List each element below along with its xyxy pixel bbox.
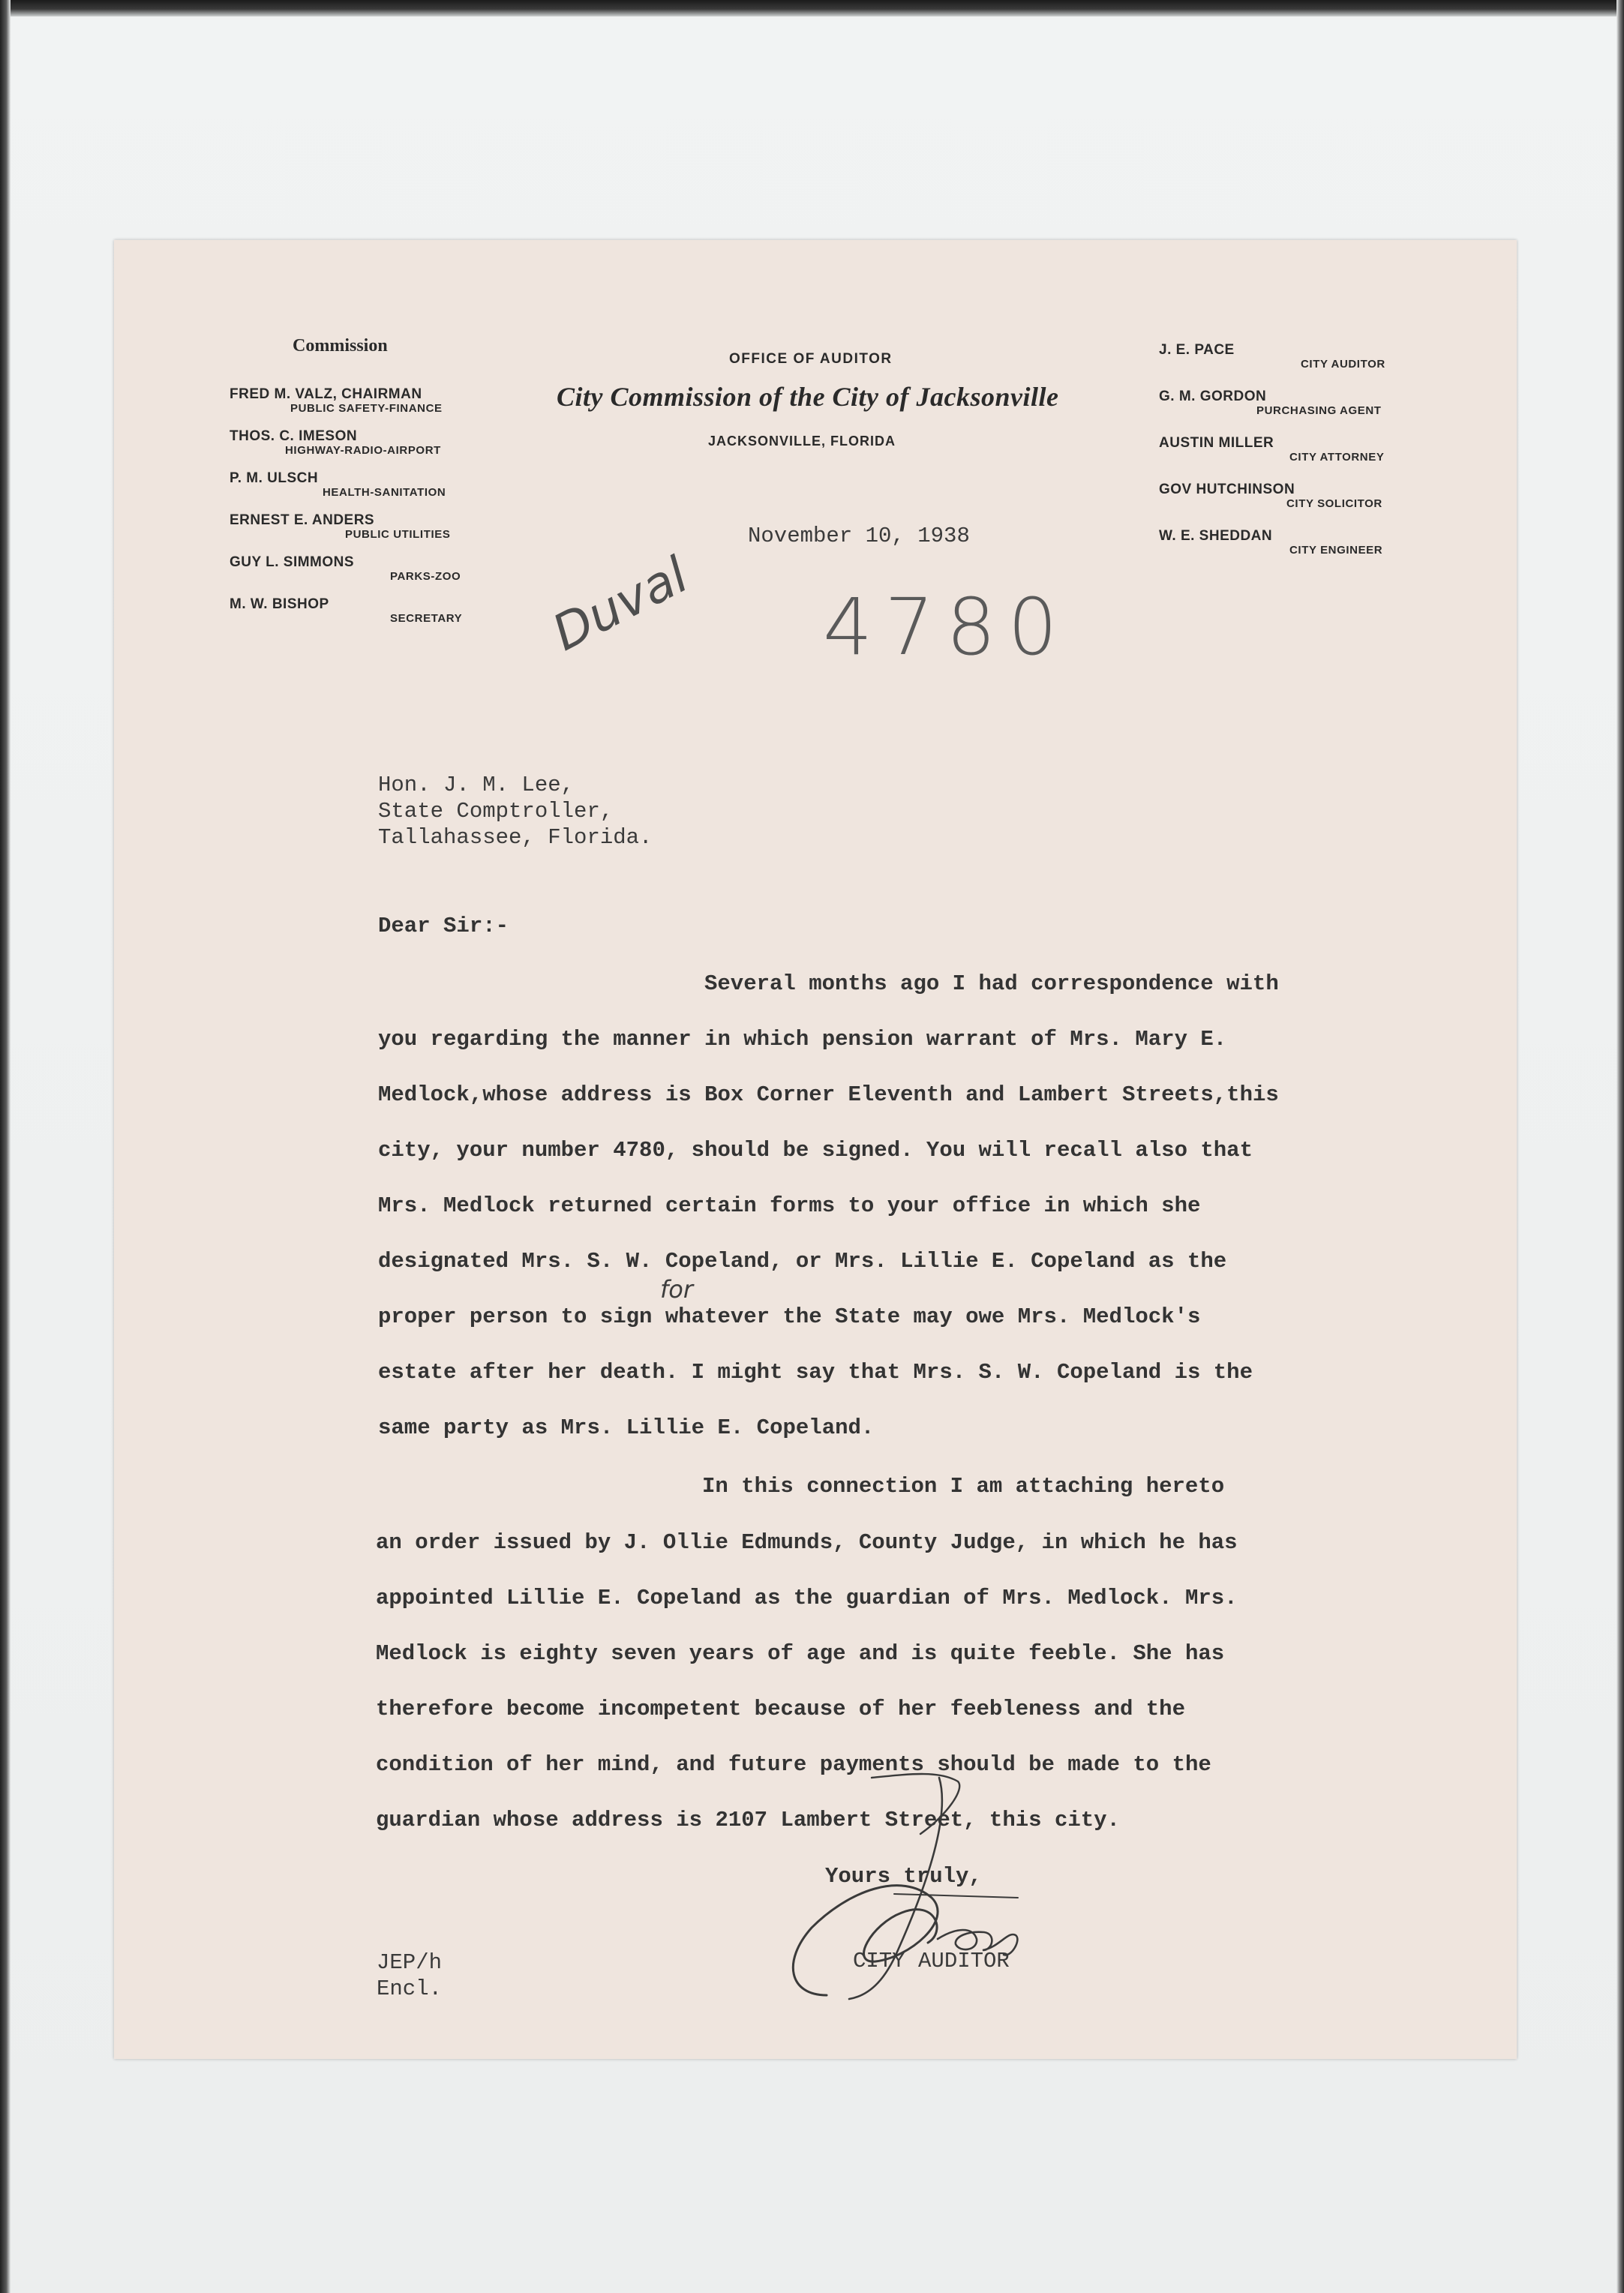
body-line: guardian whose address is 2107 Lambert Street, this city. [376, 1808, 1120, 1832]
recipient-line: State Comptroller, [378, 799, 614, 824]
officer-role: PURCHASING AGENT [1256, 404, 1382, 417]
recipient-line: Tallahassee, Florida. [378, 825, 653, 850]
commissioner-role: PUBLIC SAFETY-FINANCE [290, 402, 443, 415]
officer-role: CITY AUDITOR [1301, 358, 1385, 371]
commissioner-name: P. M. ULSCH [230, 470, 319, 486]
commissioner-role: PARKS-ZOO [390, 570, 461, 583]
officer-role: CITY SOLICITOR [1286, 497, 1382, 510]
letterhead-location: JACKSONVILLE, FLORIDA [708, 434, 896, 449]
salutation: Dear Sir:- [378, 914, 509, 938]
commissioner-name: GUY L. SIMMONS [230, 554, 355, 570]
signature [759, 1770, 1074, 2003]
officer-name: W. E. SHEDDAN [1159, 528, 1273, 544]
commissioner-role: PUBLIC UTILITIES [345, 528, 451, 541]
officer-role: CITY ENGINEER [1289, 544, 1383, 557]
city-commission-title: City Commission of the City of Jacksonville [557, 382, 1059, 412]
body-line: city, your number 4780, should be signed. You will recall also that [378, 1138, 1253, 1163]
officer-name: J. E. PACE [1159, 342, 1235, 358]
officer-role: CITY ATTORNEY [1289, 451, 1385, 464]
commissioner-role: HIGHWAY-RADIO-AIRPORT [285, 444, 441, 457]
commissioner-role: SECRETARY [390, 612, 463, 625]
office-heading: OFFICE OF AUDITOR [729, 351, 893, 367]
handwritten-county-note: Duval [543, 545, 698, 662]
commissioner-name: THOS. C. IMESON [230, 428, 358, 444]
enclosure-note: Encl. [377, 1976, 443, 2001]
typist-initials: JEP/h [377, 1950, 443, 1975]
officer-name: G. M. GORDON [1159, 389, 1267, 404]
body-line: therefore become incompetent because of her feebleness and the [376, 1697, 1185, 1721]
commissioner-name: FRED M. VALZ, CHAIRMAN [230, 386, 422, 402]
body-line: condition of her mind, and future payments should be made to the [376, 1752, 1211, 1777]
scan-top-edge [0, 0, 1624, 17]
body-line: Mrs. Medlock returned certain forms to your office in which she [378, 1193, 1201, 1218]
body-line: Several months ago I had correspondence with [704, 971, 1279, 996]
officer-name: GOV HUTCHINSON [1159, 482, 1295, 497]
scan-left-edge [0, 0, 11, 2293]
officer-name: AUSTIN MILLER [1159, 435, 1274, 451]
commissioner-role: HEALTH-SANITATION [323, 486, 446, 499]
body-line: In this connection I am attaching hereto [702, 1474, 1225, 1499]
commission-heading: Commission [293, 336, 388, 356]
body-line: proper person to sign whatever the State may owe Mrs. Medlock's [378, 1304, 1201, 1329]
closing: Yours truly, [825, 1864, 982, 1889]
body-line: Medlock,whose address is Box Corner Eleventh and Lambert Streets,this [378, 1082, 1279, 1107]
scan-right-edge [1616, 0, 1624, 2293]
commissioner-name: M. W. BISHOP [230, 596, 329, 612]
recipient-line: Hon. J. M. Lee, [378, 773, 575, 797]
body-line: estate after her death. I might say that Mrs. S. W. Copeland is the [378, 1360, 1253, 1385]
body-line: appointed Lillie E. Copeland as the guardian of Mrs. Medlock. Mrs. [376, 1586, 1238, 1610]
handwritten-insertion: for [660, 1275, 693, 1304]
letter-date: November 10, 1938 [748, 524, 970, 548]
body-line: an order issued by J. Ollie Edmunds, County Judge, in which he has [376, 1530, 1238, 1555]
body-line: Medlock is eighty seven years of age and is quite feeble. She has [376, 1641, 1225, 1666]
signature-title: CITY AUDITOR [853, 1949, 1010, 1973]
body-line: designated Mrs. S. W. Copeland, or Mrs. Lillie E. Copeland as the [378, 1249, 1227, 1274]
letter-page [114, 240, 1517, 2059]
body-line: you regarding the manner in which pension warrant of Mrs. Mary E. [378, 1027, 1227, 1052]
commissioner-name: ERNEST E. ANDERS [230, 512, 375, 528]
body-line: same party as Mrs. Lillie E. Copeland. [378, 1415, 875, 1440]
handwritten-file-number: 4780 [823, 581, 1070, 673]
